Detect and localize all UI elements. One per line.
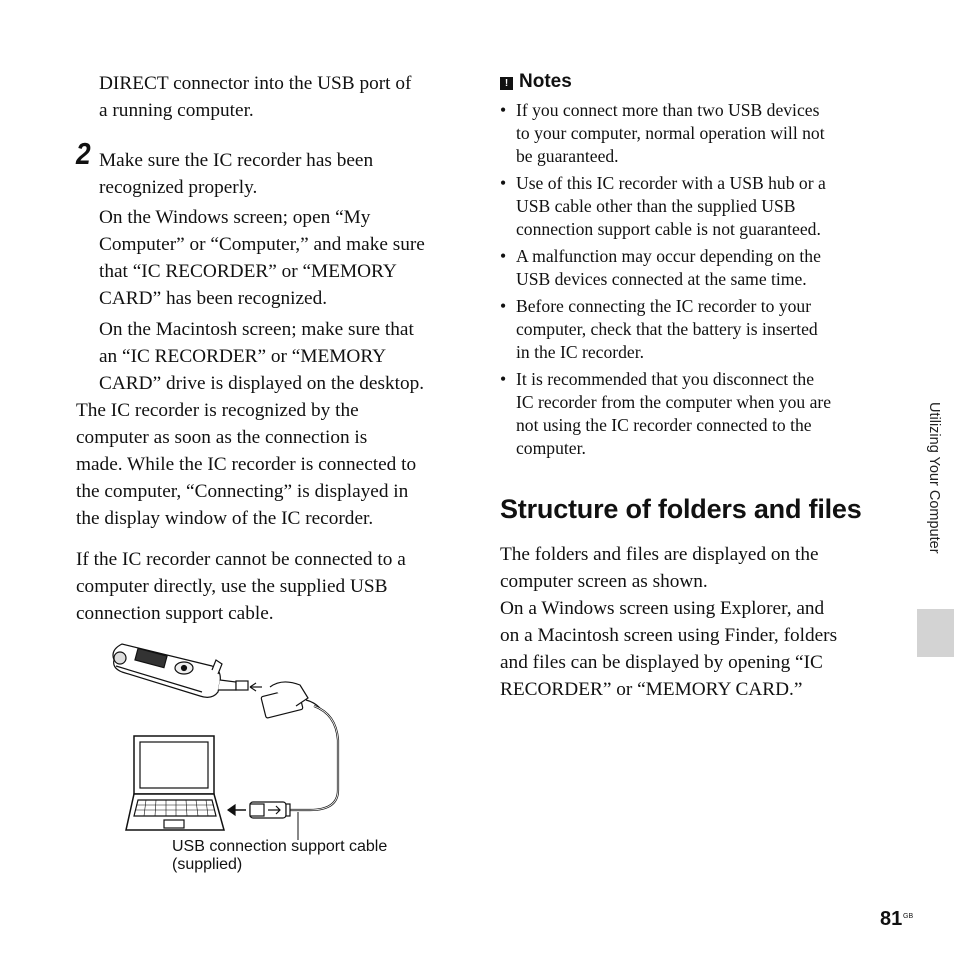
text-line: On the Macintosh screen; make sure that [99, 319, 414, 340]
note-line: to your computer, normal operation will not [516, 123, 825, 143]
text-line: connection support cable. [76, 603, 274, 624]
text-line: RECORDER” or “MEMORY CARD.” [500, 679, 803, 700]
note-line: A malfunction may occur depending on the [516, 246, 821, 266]
text-line: The folders and files are displayed on the [500, 544, 819, 565]
note-line: be guaranteed. [516, 146, 619, 166]
laptop-illustration [126, 736, 224, 830]
text-line: computer screen as shown. [500, 571, 708, 592]
text-line: DIRECT connector into the USB port of [99, 73, 412, 94]
note-line: USB devices connected at the same time. [516, 269, 807, 289]
text-line: CARD” has been recognized. [99, 288, 328, 309]
usb-plug-illustration [250, 802, 290, 818]
text-line: If the IC recorder cannot be connected to a [76, 549, 406, 570]
note-line: in the IC recorder. [516, 342, 644, 362]
step2-text [99, 147, 469, 201]
text-line: made. While the IC recorder is connected to [76, 454, 417, 475]
text-line: the display window of the IC recorder. [76, 508, 374, 529]
text-line: computer directly, use the supplied USB [76, 576, 388, 597]
text-line: the computer, “Connecting” is displayed in [76, 481, 409, 502]
list-item: • It is recommended that you disconnect the IC recorder from the computer when you are not using the IC recorder connected to the computer. [500, 368, 885, 460]
text-line: On a Windows screen using Explorer, and [500, 598, 825, 619]
list-item: • A malfunction may occur depending on the USB devices connected at the same time. [500, 245, 885, 291]
text-line: recognized properly. [99, 177, 258, 198]
caption-line: (supplied) [172, 856, 243, 873]
list-item: • Before connecting the IC recorder to your computer, check that the battery is inserted in the IC recorder. [500, 295, 885, 364]
mac-instructions [99, 316, 469, 397]
page-number: 81 [880, 908, 903, 930]
windows-instructions [99, 204, 469, 312]
note-line: IC recorder from the computer when you are [516, 392, 832, 412]
text-line: The IC recorder is recognized by the [76, 400, 359, 421]
text-line: On the Windows screen; open “My [99, 207, 371, 228]
notes-list [500, 99, 885, 464]
usb-adapter-illustration [261, 682, 320, 718]
continuation-text [99, 70, 469, 124]
text-line: and files can be displayed by opening “IC [500, 652, 823, 673]
step-number: 2 [76, 136, 90, 171]
ic-recorder-illustration [113, 644, 248, 697]
text-line: CARD” drive is displayed on the desktop. [99, 373, 425, 394]
note-line: Use of this IC recorder with a USB hub or a [516, 173, 826, 193]
list-item: • If you connect more than two USB devices to your computer, normal operation will not be guaranteed. [500, 99, 885, 168]
side-tab-label: Utilizing Your Computer [926, 402, 942, 554]
text-line: that “IC RECORDER” or “MEMORY [99, 261, 397, 282]
usb-connection-illustration [100, 630, 460, 840]
notes-icon: ! [500, 77, 513, 90]
text-line: Computer” or “Computer,” and make sure [99, 234, 425, 255]
notes-heading [500, 71, 572, 93]
page-suffix: GB [903, 913, 914, 920]
section-heading: Structure of folders and files [500, 494, 862, 524]
note-line: USB cable other than the supplied USB [516, 196, 796, 216]
cable-text [76, 546, 466, 627]
caption-line: USB connection support cable [172, 838, 388, 855]
notes-heading-label: Notes [519, 71, 572, 92]
section-paragraph [500, 541, 890, 703]
list-item: • Use of this IC recorder with a USB hub or a USB cable other than the supplied USB connection support cable is not guaranteed. [500, 172, 885, 241]
text-line: an “IC RECORDER” or “MEMORY [99, 346, 387, 367]
recognition-text [76, 397, 466, 532]
note-line: connection support cable is not guaranteed. [516, 219, 821, 239]
note-line: If you connect more than two USB devices [516, 100, 820, 120]
note-line: Before connecting the IC recorder to your [516, 296, 812, 316]
note-line: not using the IC recorder connected to the [516, 415, 812, 435]
text-line: Make sure the IC recorder has been [99, 150, 374, 171]
side-tab-marker [917, 609, 954, 657]
note-line: It is recommended that you disconnect the [516, 369, 815, 389]
note-line: computer. [516, 438, 586, 458]
text-line: a running computer. [99, 100, 254, 121]
illustration-caption [172, 838, 387, 874]
note-line: computer, check that the battery is inserted [516, 319, 818, 339]
text-line: on a Macintosh screen using Finder, folders [500, 625, 838, 646]
text-line: computer as soon as the connection is [76, 427, 368, 448]
